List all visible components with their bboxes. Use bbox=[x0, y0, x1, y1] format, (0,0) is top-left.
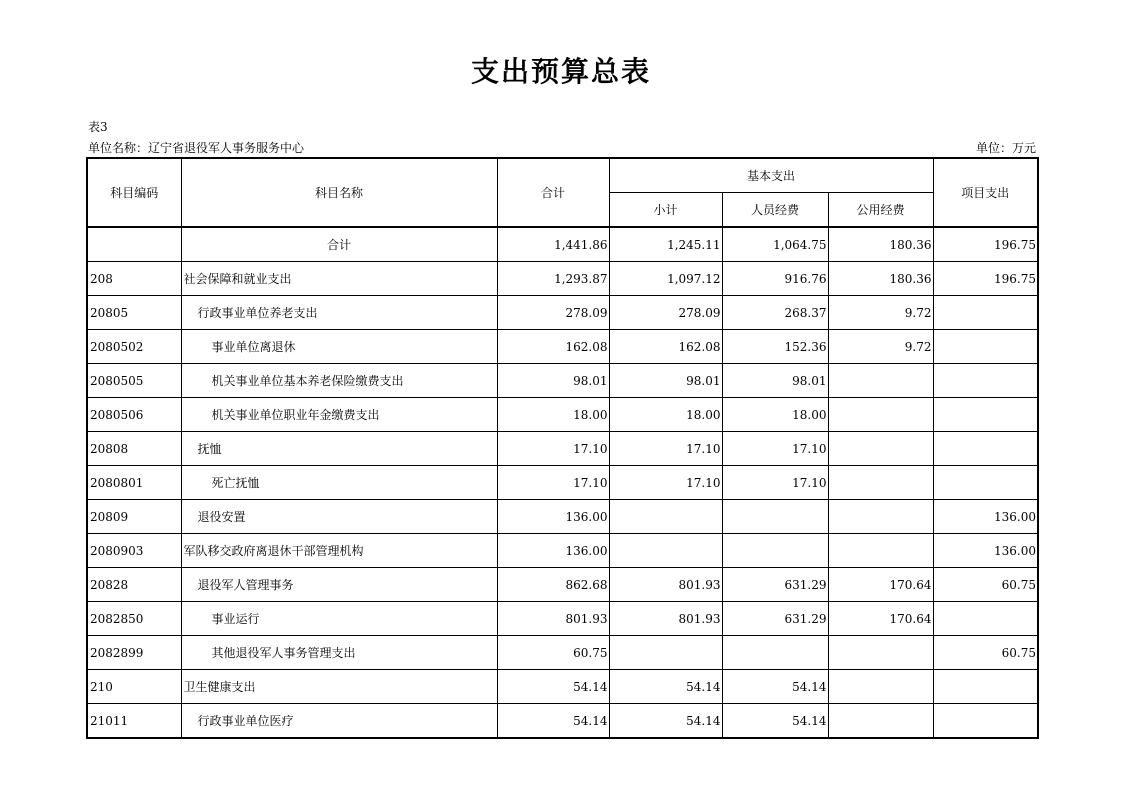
cell-subtotal: 17.10 bbox=[609, 432, 722, 466]
cell-code: 21011 bbox=[87, 704, 181, 739]
header-subtotal: 小计 bbox=[609, 193, 722, 228]
cell-public bbox=[828, 466, 933, 500]
cell-subtotal: 1,097.12 bbox=[609, 262, 722, 296]
cell-personnel: 17.10 bbox=[722, 432, 828, 466]
cell-personnel bbox=[722, 534, 828, 568]
cell-project: 136.00 bbox=[933, 534, 1038, 568]
cell-code: 20808 bbox=[87, 432, 181, 466]
cell-total: 60.75 bbox=[497, 636, 609, 670]
cell-subtotal bbox=[609, 636, 722, 670]
cell-public bbox=[828, 398, 933, 432]
cell-public: 170.64 bbox=[828, 568, 933, 602]
cell-name: 机关事业单位职业年金缴费支出 bbox=[181, 398, 497, 432]
cell-subtotal bbox=[609, 500, 722, 534]
cell-code: 20828 bbox=[87, 568, 181, 602]
cell-name: 退役安置 bbox=[181, 500, 497, 534]
cell-project bbox=[933, 364, 1038, 398]
cell-project: 60.75 bbox=[933, 568, 1038, 602]
cell-name: 退役军人管理事务 bbox=[181, 568, 497, 602]
page-title: 支出预算总表 bbox=[470, 55, 651, 88]
cell-public: 170.64 bbox=[828, 602, 933, 636]
cell-subtotal: 1,245.11 bbox=[609, 227, 722, 262]
cell-name: 军队移交政府离退休干部管理机构 bbox=[181, 534, 497, 568]
header-name: 科目名称 bbox=[181, 158, 497, 227]
table-row bbox=[87, 432, 1038, 466]
cell-public bbox=[828, 670, 933, 704]
cell-total: 54.14 bbox=[497, 704, 609, 739]
cell-code: 20805 bbox=[87, 296, 181, 330]
cell-subtotal: 17.10 bbox=[609, 466, 722, 500]
cell-subtotal: 801.93 bbox=[609, 568, 722, 602]
table-row bbox=[87, 704, 1038, 739]
cell-personnel: 152.36 bbox=[722, 330, 828, 364]
cell-total: 136.00 bbox=[497, 500, 609, 534]
cell-total: 18.00 bbox=[497, 398, 609, 432]
cell-total: 1,293.87 bbox=[497, 262, 609, 296]
cell-total: 98.01 bbox=[497, 364, 609, 398]
table-row bbox=[87, 568, 1038, 602]
header-project: 项目支出 bbox=[933, 158, 1038, 227]
cell-project bbox=[933, 296, 1038, 330]
cell-subtotal: 98.01 bbox=[609, 364, 722, 398]
cell-code: 2080506 bbox=[87, 398, 181, 432]
header-basic: 基本支出 bbox=[609, 158, 933, 193]
table-row bbox=[87, 296, 1038, 330]
cell-name: 卫生健康支出 bbox=[181, 670, 497, 704]
cell-subtotal: 18.00 bbox=[609, 398, 722, 432]
cell-name: 抚恤 bbox=[181, 432, 497, 466]
cell-public: 180.36 bbox=[828, 227, 933, 262]
table-row bbox=[87, 466, 1038, 500]
header-total: 合计 bbox=[497, 158, 609, 227]
cell-name: 社会保障和就业支出 bbox=[181, 262, 497, 296]
table-row bbox=[87, 398, 1038, 432]
cell-personnel: 268.37 bbox=[722, 296, 828, 330]
cell-public: 9.72 bbox=[828, 330, 933, 364]
cell-project bbox=[933, 670, 1038, 704]
cell-project: 196.75 bbox=[933, 227, 1038, 262]
total-row bbox=[87, 227, 1038, 262]
cell-public bbox=[828, 534, 933, 568]
header-public: 公用经费 bbox=[828, 193, 933, 228]
cell-personnel: 1,064.75 bbox=[722, 227, 828, 262]
cell-project bbox=[933, 398, 1038, 432]
cell-name: 合计 bbox=[181, 227, 497, 262]
cell-code: 2082850 bbox=[87, 602, 181, 636]
table-row bbox=[87, 500, 1038, 534]
cell-project bbox=[933, 330, 1038, 364]
cell-code: 2080502 bbox=[87, 330, 181, 364]
budget-table bbox=[86, 157, 1039, 739]
cell-total: 17.10 bbox=[497, 466, 609, 500]
cell-total: 1,441.86 bbox=[497, 227, 609, 262]
table-row bbox=[87, 670, 1038, 704]
cell-subtotal: 278.09 bbox=[609, 296, 722, 330]
cell-total: 54.14 bbox=[497, 670, 609, 704]
cell-code: 208 bbox=[87, 262, 181, 296]
cell-subtotal: 801.93 bbox=[609, 602, 722, 636]
cell-code: 210 bbox=[87, 670, 181, 704]
cell-code bbox=[87, 227, 181, 262]
cell-name: 事业运行 bbox=[181, 602, 497, 636]
cell-name: 其他退役军人事务管理支出 bbox=[181, 636, 497, 670]
cell-personnel: 631.29 bbox=[722, 568, 828, 602]
cell-subtotal: 54.14 bbox=[609, 704, 722, 739]
cell-code: 2080505 bbox=[87, 364, 181, 398]
cell-project bbox=[933, 432, 1038, 466]
cell-personnel bbox=[722, 500, 828, 534]
cell-total: 136.00 bbox=[497, 534, 609, 568]
cell-project: 196.75 bbox=[933, 262, 1038, 296]
cell-public: 9.72 bbox=[828, 296, 933, 330]
cell-total: 862.68 bbox=[497, 568, 609, 602]
cell-total: 278.09 bbox=[497, 296, 609, 330]
cell-total: 17.10 bbox=[497, 432, 609, 466]
cell-personnel: 18.00 bbox=[722, 398, 828, 432]
cell-total: 162.08 bbox=[497, 330, 609, 364]
cell-subtotal bbox=[609, 534, 722, 568]
cell-public bbox=[828, 636, 933, 670]
cell-code: 2082899 bbox=[87, 636, 181, 670]
cell-project bbox=[933, 466, 1038, 500]
cell-public: 180.36 bbox=[828, 262, 933, 296]
header-code: 科目编码 bbox=[87, 158, 181, 227]
cell-personnel: 916.76 bbox=[722, 262, 828, 296]
cell-project bbox=[933, 602, 1038, 636]
cell-name: 机关事业单位基本养老保险缴费支出 bbox=[181, 364, 497, 398]
cell-public bbox=[828, 704, 933, 739]
table-row bbox=[87, 636, 1038, 670]
unit-name: 单位名称：辽宁省退役军人事务服务中心 bbox=[88, 141, 305, 155]
cell-personnel: 54.14 bbox=[722, 704, 828, 739]
unit-label: 单位：万元 bbox=[975, 141, 1036, 155]
cell-personnel: 54.14 bbox=[722, 670, 828, 704]
cell-name: 行政事业单位养老支出 bbox=[181, 296, 497, 330]
cell-code: 20809 bbox=[87, 500, 181, 534]
cell-personnel: 631.29 bbox=[722, 602, 828, 636]
cell-public bbox=[828, 364, 933, 398]
cell-project: 136.00 bbox=[933, 500, 1038, 534]
cell-project: 60.75 bbox=[933, 636, 1038, 670]
table-row bbox=[87, 262, 1038, 296]
cell-code: 2080903 bbox=[87, 534, 181, 568]
cell-personnel: 17.10 bbox=[722, 466, 828, 500]
cell-name: 死亡抚恤 bbox=[181, 466, 497, 500]
cell-code: 2080801 bbox=[87, 466, 181, 500]
header-personnel: 人员经费 bbox=[722, 193, 828, 228]
cell-personnel bbox=[722, 636, 828, 670]
cell-subtotal: 54.14 bbox=[609, 670, 722, 704]
cell-subtotal: 162.08 bbox=[609, 330, 722, 364]
table-number: 表3 bbox=[88, 120, 108, 134]
table-row bbox=[87, 602, 1038, 636]
cell-public bbox=[828, 500, 933, 534]
table-row bbox=[87, 364, 1038, 398]
cell-total: 801.93 bbox=[497, 602, 609, 636]
cell-project bbox=[933, 704, 1038, 739]
cell-name: 事业单位离退休 bbox=[181, 330, 497, 364]
table-row bbox=[87, 534, 1038, 568]
cell-name: 行政事业单位医疗 bbox=[181, 704, 497, 739]
cell-personnel: 98.01 bbox=[722, 364, 828, 398]
table-row bbox=[87, 330, 1038, 364]
cell-public bbox=[828, 432, 933, 466]
